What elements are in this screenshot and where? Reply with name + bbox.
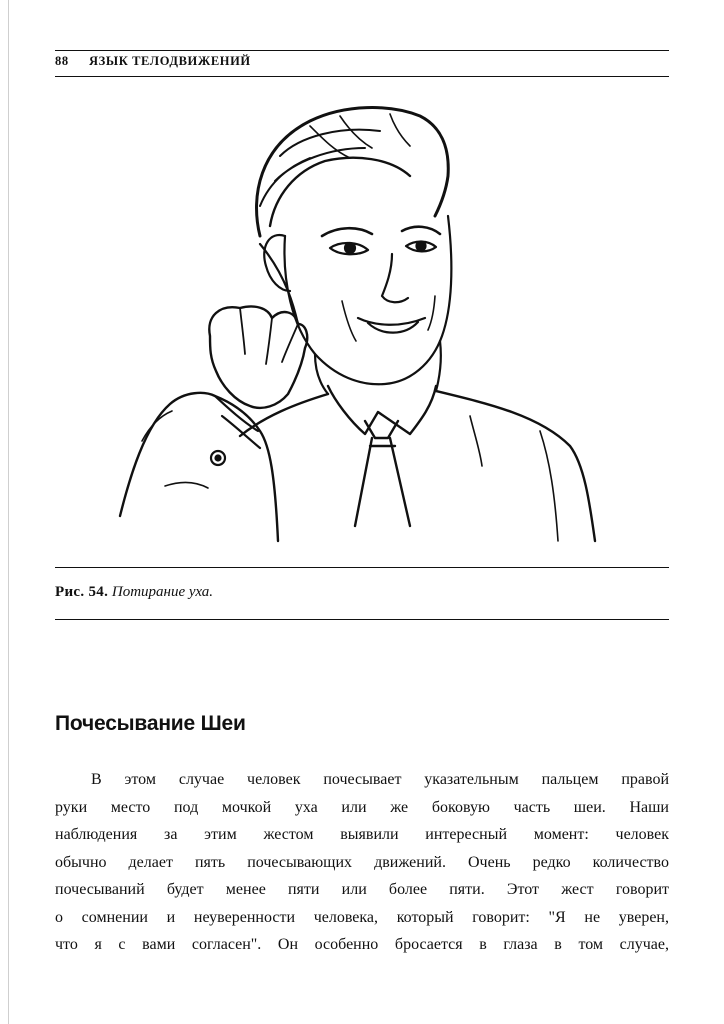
raised-arm	[120, 393, 278, 541]
text-line: наблюдения за этим жестом выявили интересный момент: человек	[55, 826, 669, 843]
caption-label: Рис. 54.	[55, 584, 109, 600]
tie	[355, 421, 410, 526]
body-paragraph	[55, 766, 669, 959]
shirt	[436, 391, 595, 541]
text-line: о сомнении и неуверенности человека, который говорит: "Я не уверен,	[55, 908, 669, 926]
text-line: что я с вами согласен". Он особенно бросается в глаза в том случае,	[55, 936, 669, 953]
text-line: руки место под мочкой уха или же боковую часть шеи. Наши	[55, 798, 669, 816]
hand	[209, 306, 307, 407]
caption-top-rule	[55, 567, 669, 568]
text-line: почесываний будет менее пяти или более пяти. Этот жест говорит	[55, 881, 669, 898]
text-line: обычно делает пять почесывающих движений. Очень редко количество	[55, 853, 669, 871]
running-title: ЯЗЫК ТЕЛОДВИЖЕНИЙ	[89, 54, 251, 68]
man-rubbing-ear-illustration	[110, 86, 610, 546]
figure-caption	[55, 584, 213, 601]
text-line: В этом случае человек почесывает указательным пальцем правой	[91, 771, 669, 788]
nose	[382, 254, 408, 302]
header-bottom-rule	[55, 76, 669, 77]
running-header	[55, 54, 669, 72]
caption-bottom-rule	[55, 619, 669, 620]
page-edge	[8, 0, 9, 1024]
header-top-rule	[55, 50, 669, 51]
page-number: 88	[55, 54, 69, 68]
section-heading: Почесывание Шеи	[55, 712, 246, 735]
mouth	[358, 318, 425, 333]
caption-text: Потирание уха.	[111, 584, 214, 600]
shirt-collar	[328, 386, 436, 434]
